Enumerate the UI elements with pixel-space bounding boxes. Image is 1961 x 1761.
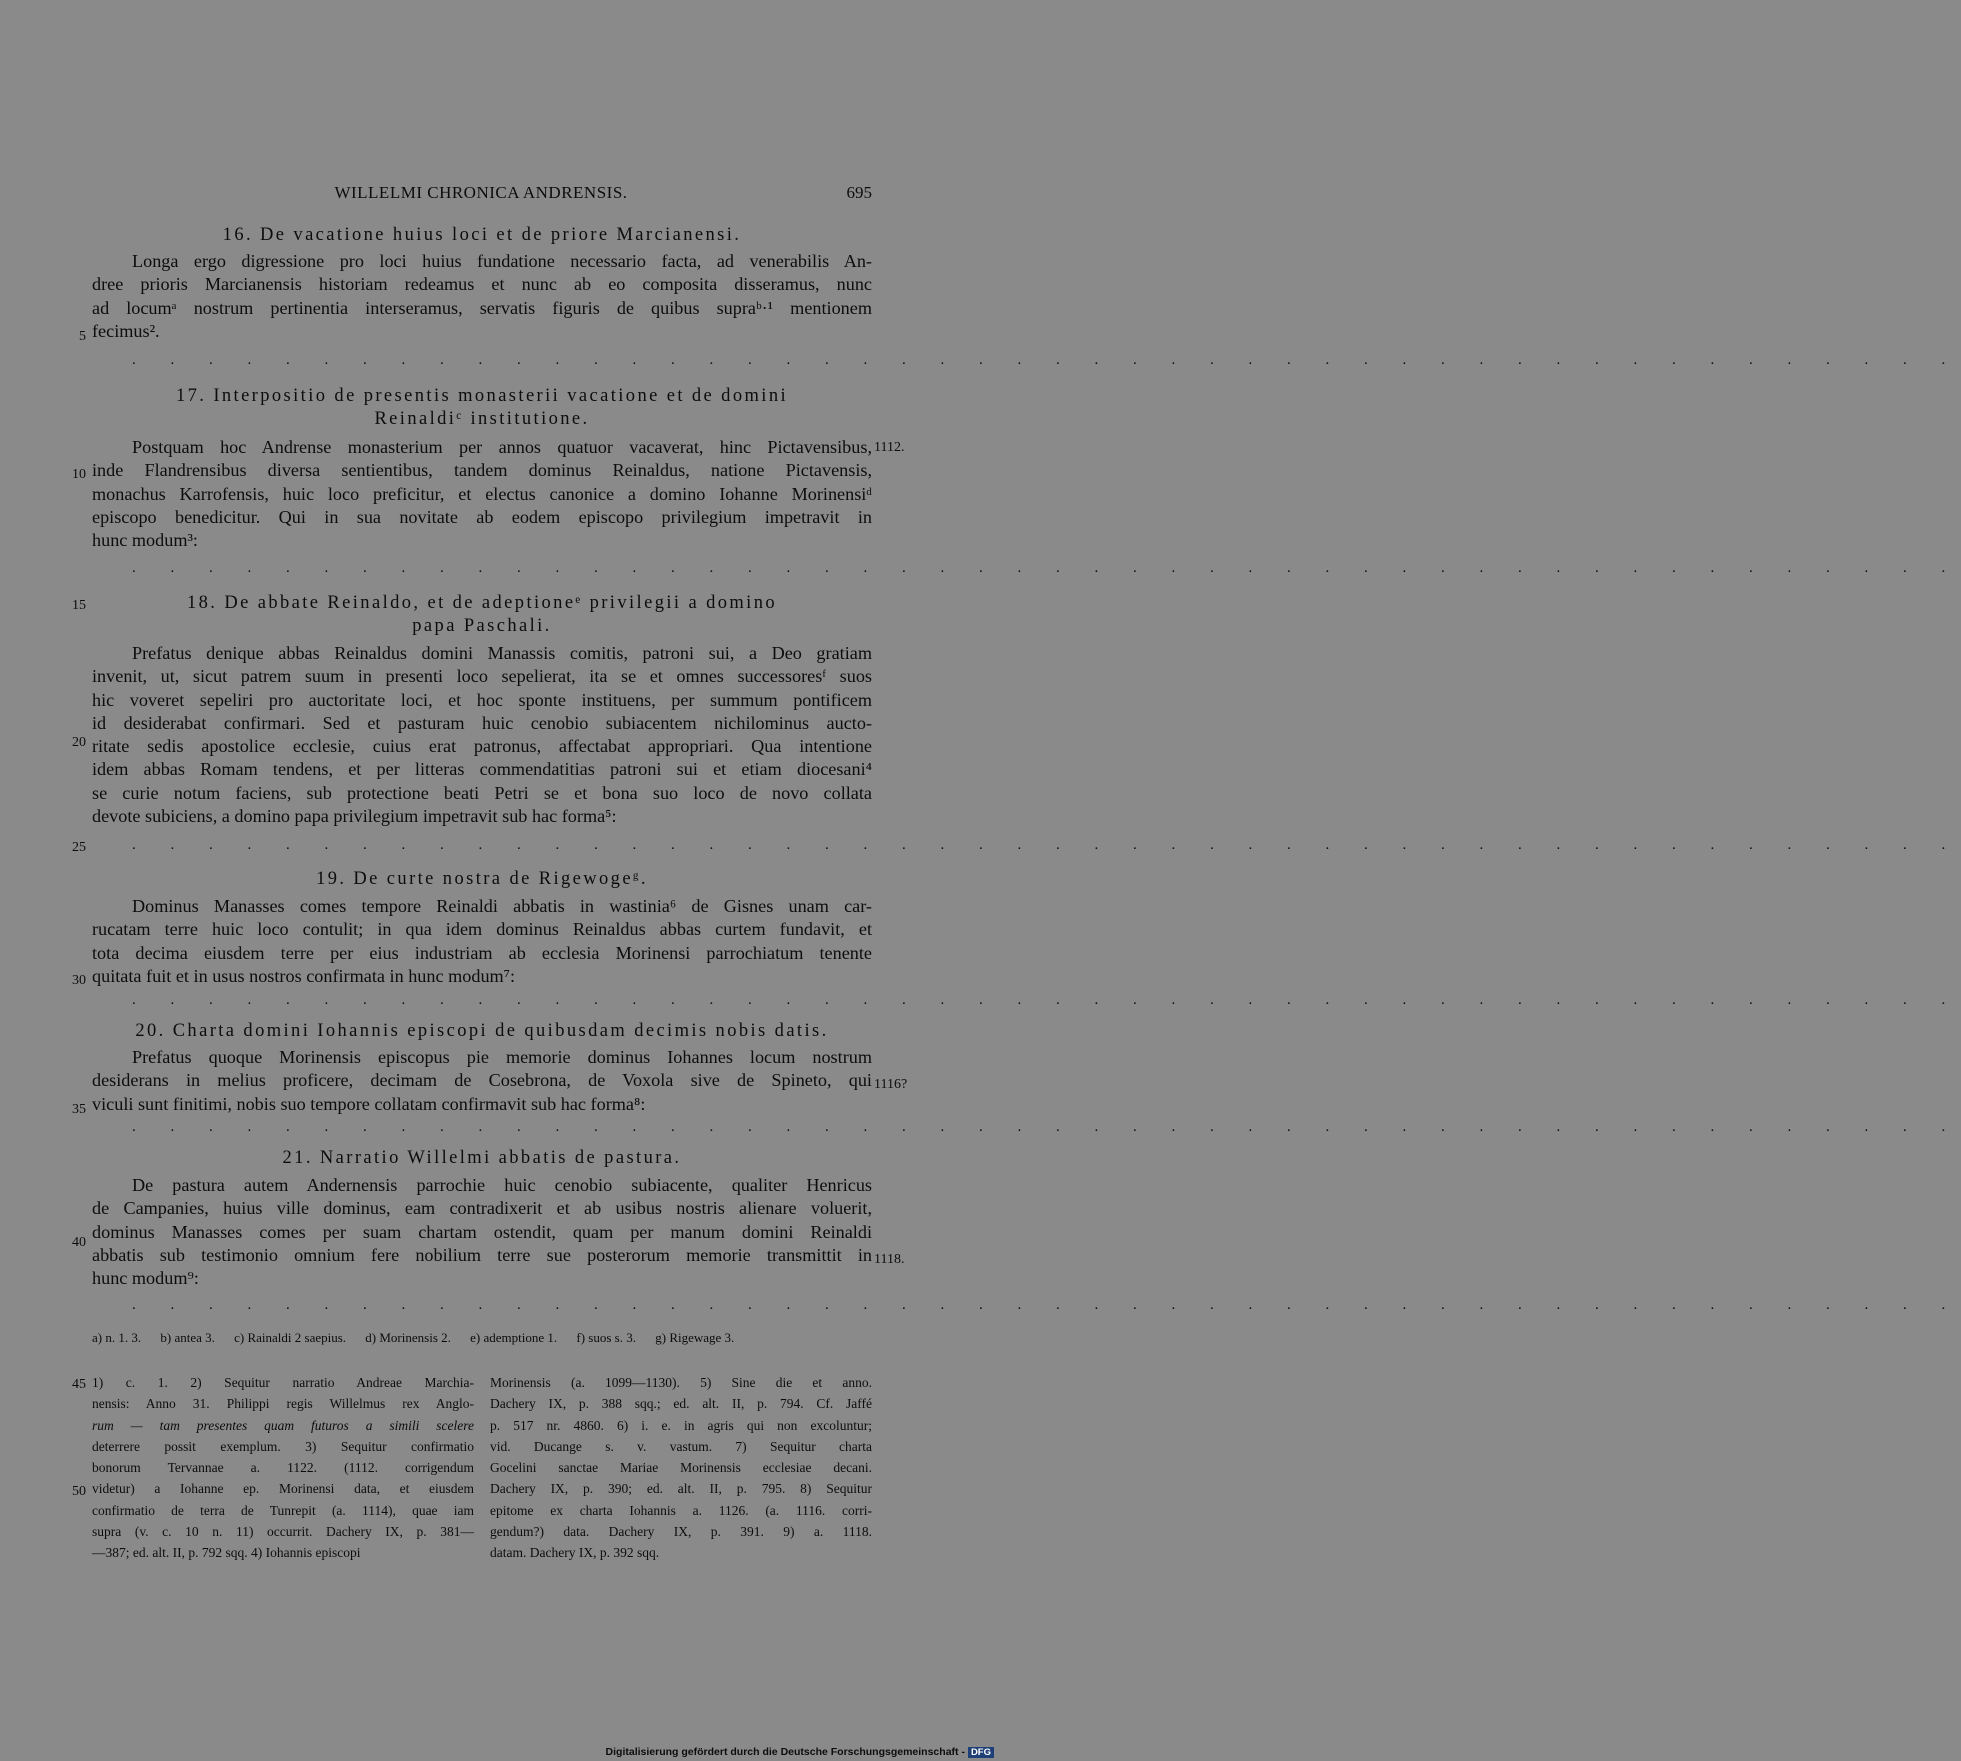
footnote-line: vid. Ducange s. v. vastum. 7) Sequitur charta bbox=[490, 1438, 872, 1454]
omission-dots: . . . . . . . . . . . . . . . . . . . . . . . . . . . . . . . . . . . . . . . . . . . . . . . . bbox=[132, 352, 1961, 368]
text-line: hic voveret sepeliri pro auctoritate loci, et hoc sponte instituens, per summum pontificem bbox=[92, 689, 872, 710]
section-20-text bbox=[92, 1046, 872, 1116]
text-line: dree prioris Marcianensis historiam redeamus et nunc ab eo composita disseramus, nunc bbox=[92, 274, 872, 295]
margin-date: 1118. bbox=[874, 1252, 905, 1267]
margin-date: 1116? bbox=[874, 1077, 908, 1092]
line-number: 35 bbox=[72, 1102, 86, 1117]
apparatus-note: d) Morinensis 2. bbox=[365, 1330, 451, 1345]
footnote-line: Gocelini sanctae Mariae Morinensis ecclesiae decani. bbox=[490, 1460, 872, 1476]
footnote-line: Dachery IX, p. 388 sqq.; ed. alt. II, p. 794. Cf. Jaffé bbox=[490, 1396, 872, 1412]
text-line: Postquam hoc Andrense monasterium per annos quatuor vacaverat, hinc Pictavensibus, bbox=[132, 437, 872, 457]
section-16-heading: 16. De vacatione huius loci et de priore Marcianensi. bbox=[222, 225, 742, 245]
section-20-heading: 20. Charta domini Iohannis episcopi de quibusdam decimis nobis datis. bbox=[135, 1021, 829, 1041]
omission-dots: . . . . . . . . . . . . . . . . . . . . . . . . . . . . . . . . . . . . . . . . . . . . . . . . bbox=[132, 992, 1961, 1008]
text-line: hunc modum⁹: bbox=[92, 1268, 199, 1289]
section-17-heading: 17. Interpositio de presentis monasterii vacatione et de domini Reinaldiᶜ institutione. bbox=[175, 386, 789, 429]
text-line: tota decima eiusdem terre per eius industriam ab ecclesia Morinensi parrochiatum tenente bbox=[92, 942, 872, 963]
critical-apparatus bbox=[92, 1330, 872, 1346]
footnote-line: datam. Dachery IX, p. 392 sqq. bbox=[490, 1545, 660, 1561]
text-line: de Campanies, huius ville dominus, eam contradixerit et ab usibus nostris alienare voluerit, bbox=[92, 1198, 872, 1219]
line-number: 10 bbox=[72, 467, 86, 482]
running-title: WILLELMI CHRONICA ANDRENSIS. bbox=[334, 183, 628, 202]
text-line: ritate sedis apostolice ecclesie, cuius erat patronus, affectabat appropriari. Qua intentione bbox=[92, 736, 872, 757]
section-18-heading: 18. De abbate Reinaldo, et de adeptioneᵉ privilegii a domino papa Paschali. bbox=[186, 593, 778, 636]
section-17-text bbox=[92, 436, 872, 552]
digitization-credit: Digitalisierung gefördert durch die Deutsche Forschungsgemeinschaft - DFG bbox=[606, 1746, 994, 1758]
section-21-text bbox=[92, 1174, 872, 1290]
text-line: invenit, ut, sicut patrem suum in presenti loco sepelierat, ita se et omnes successoresᶠ suos bbox=[92, 666, 872, 687]
footnote-line: 1) c. 1. 2) Sequitur narratio Andreae Marchia- bbox=[92, 1375, 474, 1390]
page-number: 695 bbox=[846, 183, 872, 202]
footnote-line: Morinensis (a. 1099—1130). 5) Sine die et anno. bbox=[490, 1375, 872, 1390]
line-number: 20 bbox=[72, 735, 86, 750]
text-line: abbatis sub testimonio omnium fere nobilium terre sue posterorum memorie transmittit in bbox=[92, 1244, 872, 1265]
section-19-heading: 19. De curte nostra de Rigewogeᵍ. bbox=[316, 869, 648, 889]
line-number: 50 bbox=[72, 1484, 86, 1499]
footnote-line: gendum?) data. Dachery IX, p. 391. 9) a. 1118. bbox=[490, 1524, 872, 1540]
line-number: 15 bbox=[72, 598, 86, 613]
apparatus-note: b) antea 3. bbox=[160, 1330, 215, 1345]
line-number: 30 bbox=[72, 973, 86, 988]
footnote-line: Dachery IX, p. 390; ed. alt. II, p. 795. 8) Sequitur bbox=[490, 1481, 872, 1497]
footnote-line: videtur) a Iohanne ep. Morinensi data, et eiusdem bbox=[92, 1481, 474, 1497]
footnote-line: supra (v. c. 10 n. 11) occurrit. Dachery IX, p. 381— bbox=[92, 1524, 474, 1540]
text-line: hunc modum³: bbox=[92, 530, 198, 551]
text-line: De pastura autem Andernensis parrochie huic cenobio subiacente, qualiter Henricus bbox=[132, 1175, 872, 1195]
footnote-line: p. 517 nr. 4860. 6) i. e. in agris qui non excoluntur; bbox=[490, 1417, 872, 1433]
line-number: 45 bbox=[72, 1377, 86, 1392]
omission-dots: . . . . . . . . . . . . . . . . . . . . . . . . . . . . . . . . . . . . . . . . . . . . . . . . bbox=[132, 1297, 1961, 1313]
text-line: viculi sunt finitimi, nobis suo tempore collatam confirmavit sub hac forma⁸: bbox=[92, 1093, 646, 1114]
omission-dots: . . . . . . . . . . . . . . . . . . . . . . . . . . . . . . . . . . . . . . . . . . . . . . . . bbox=[132, 837, 1961, 853]
text-line: monachus Karrofensis, huic loco preficitur, et electus canonice a domino Iohanne Morinensiᵈ bbox=[92, 483, 872, 504]
text-line: rucatam terre huic loco contulit; in qua idem dominus Reinaldus abbas curtem fundavit, et bbox=[92, 919, 872, 940]
text-line: ad locumᵃ nostrum pertinentia interseramus, servatis figuris de quibus supraᵇ·¹ mentionem bbox=[92, 297, 872, 318]
text-line: fecimus². bbox=[92, 320, 160, 341]
footnotes-left-column bbox=[92, 1372, 474, 1564]
text-line: se curie notum faciens, sub protectione beati Petri se et bona suo loco de novo collata bbox=[92, 782, 872, 803]
apparatus-note: c) Rainaldi 2 saepius. bbox=[234, 1330, 347, 1345]
footnote-line: bonorum Tervannae a. 1122. (1112. corrigendum bbox=[92, 1460, 474, 1476]
footnote-line: nensis: Anno 31. Philippi regis Willelmus rex Anglo- bbox=[92, 1396, 474, 1412]
line-number: 40 bbox=[72, 1235, 86, 1250]
text-line: devote subiciens, a domino papa privilegium impetravit sub hac forma⁵: bbox=[92, 806, 617, 827]
text-line: desiderans in melius proficere, decimam de Cosebrona, de Voxola sive de Spineto, qui bbox=[92, 1070, 872, 1091]
text-line: Longa ergo digressione pro loci huius fundatione necessario facta, ad venerabilis An- bbox=[132, 251, 872, 271]
omission-dots: . . . . . . . . . . . . . . . . . . . . . . . . . . . . . . . . . . . . . . . . . . . . . . . . bbox=[132, 1119, 1961, 1135]
dfg-logo: DFG bbox=[968, 1747, 994, 1758]
footnote-line: deterrere possit exemplum. 3) Sequitur confirmatio bbox=[92, 1438, 474, 1454]
text-line: Prefatus denique abbas Reinaldus domini Manassis comitis, patroni sui, a Deo gratiam bbox=[132, 643, 872, 663]
text-line: Prefatus quoque Morinensis episcopus pie memorie dominus Iohannes locum nostrum bbox=[132, 1047, 872, 1067]
text-line: inde Flandrensibus diversa sentientibus, tandem dominus Reinaldus, natione Pictavensis, bbox=[92, 460, 872, 481]
apparatus-note: e) ademptione 1. bbox=[470, 1330, 558, 1345]
footnotes-right-column bbox=[490, 1372, 872, 1564]
footnote-line: confirmatio de terra de Tunrepit (a. 1114), quae iam bbox=[92, 1502, 474, 1518]
apparatus-note: f) suos s. 3. bbox=[576, 1330, 636, 1345]
footnote-line: epitome ex charta Iohannis a. 1126. (a. 1116. corri- bbox=[490, 1502, 872, 1518]
apparatus-note: g) Rigewage 3. bbox=[655, 1330, 735, 1345]
section-16-text bbox=[92, 250, 872, 343]
text-line: idem abbas Romam tendens, et per litteras commendatitias patroni sui et etiam diocesani⁴ bbox=[92, 759, 872, 780]
section-21-heading: 21. Narratio Willelmi abbatis de pastura. bbox=[282, 1148, 682, 1168]
omission-dots: . . . . . . . . . . . . . . . . . . . . . . . . . . . . . . . . . . . . . . . . . . . . . . . . bbox=[132, 560, 1961, 576]
footnote-line: —387; ed. alt. II, p. 792 sqq. 4) Iohannis episcopi bbox=[92, 1545, 361, 1561]
running-header bbox=[90, 183, 872, 207]
apparatus-note: a) n. 1. 3. bbox=[92, 1330, 142, 1345]
margin-date: 1112. bbox=[874, 440, 905, 455]
text-line: episcopo benedicitur. Qui in sua novitate ab eodem episcopo privilegium impetravit in bbox=[92, 506, 872, 527]
line-number: 25 bbox=[72, 840, 86, 855]
text-line: Dominus Manasses comes tempore Reinaldi abbatis in wastinia⁶ de Gisnes unam car- bbox=[132, 896, 872, 916]
line-number: 5 bbox=[79, 329, 86, 344]
text-line: id desiderabat confirmari. Sed et pasturam huic cenobio subiacentem nichilominus aucto- bbox=[92, 712, 872, 733]
section-18-text bbox=[92, 642, 872, 828]
section-19-text bbox=[92, 895, 872, 988]
text-line: quitata fuit et in usus nostros confirmata in hunc modum⁷: bbox=[92, 965, 516, 986]
text-line: dominus Manasses comes per suam chartam ostendit, quam per manum domini Reinaldi bbox=[92, 1221, 872, 1242]
footnote-line: rum — tam presentes quam futuros a simili scelere bbox=[92, 1417, 474, 1433]
